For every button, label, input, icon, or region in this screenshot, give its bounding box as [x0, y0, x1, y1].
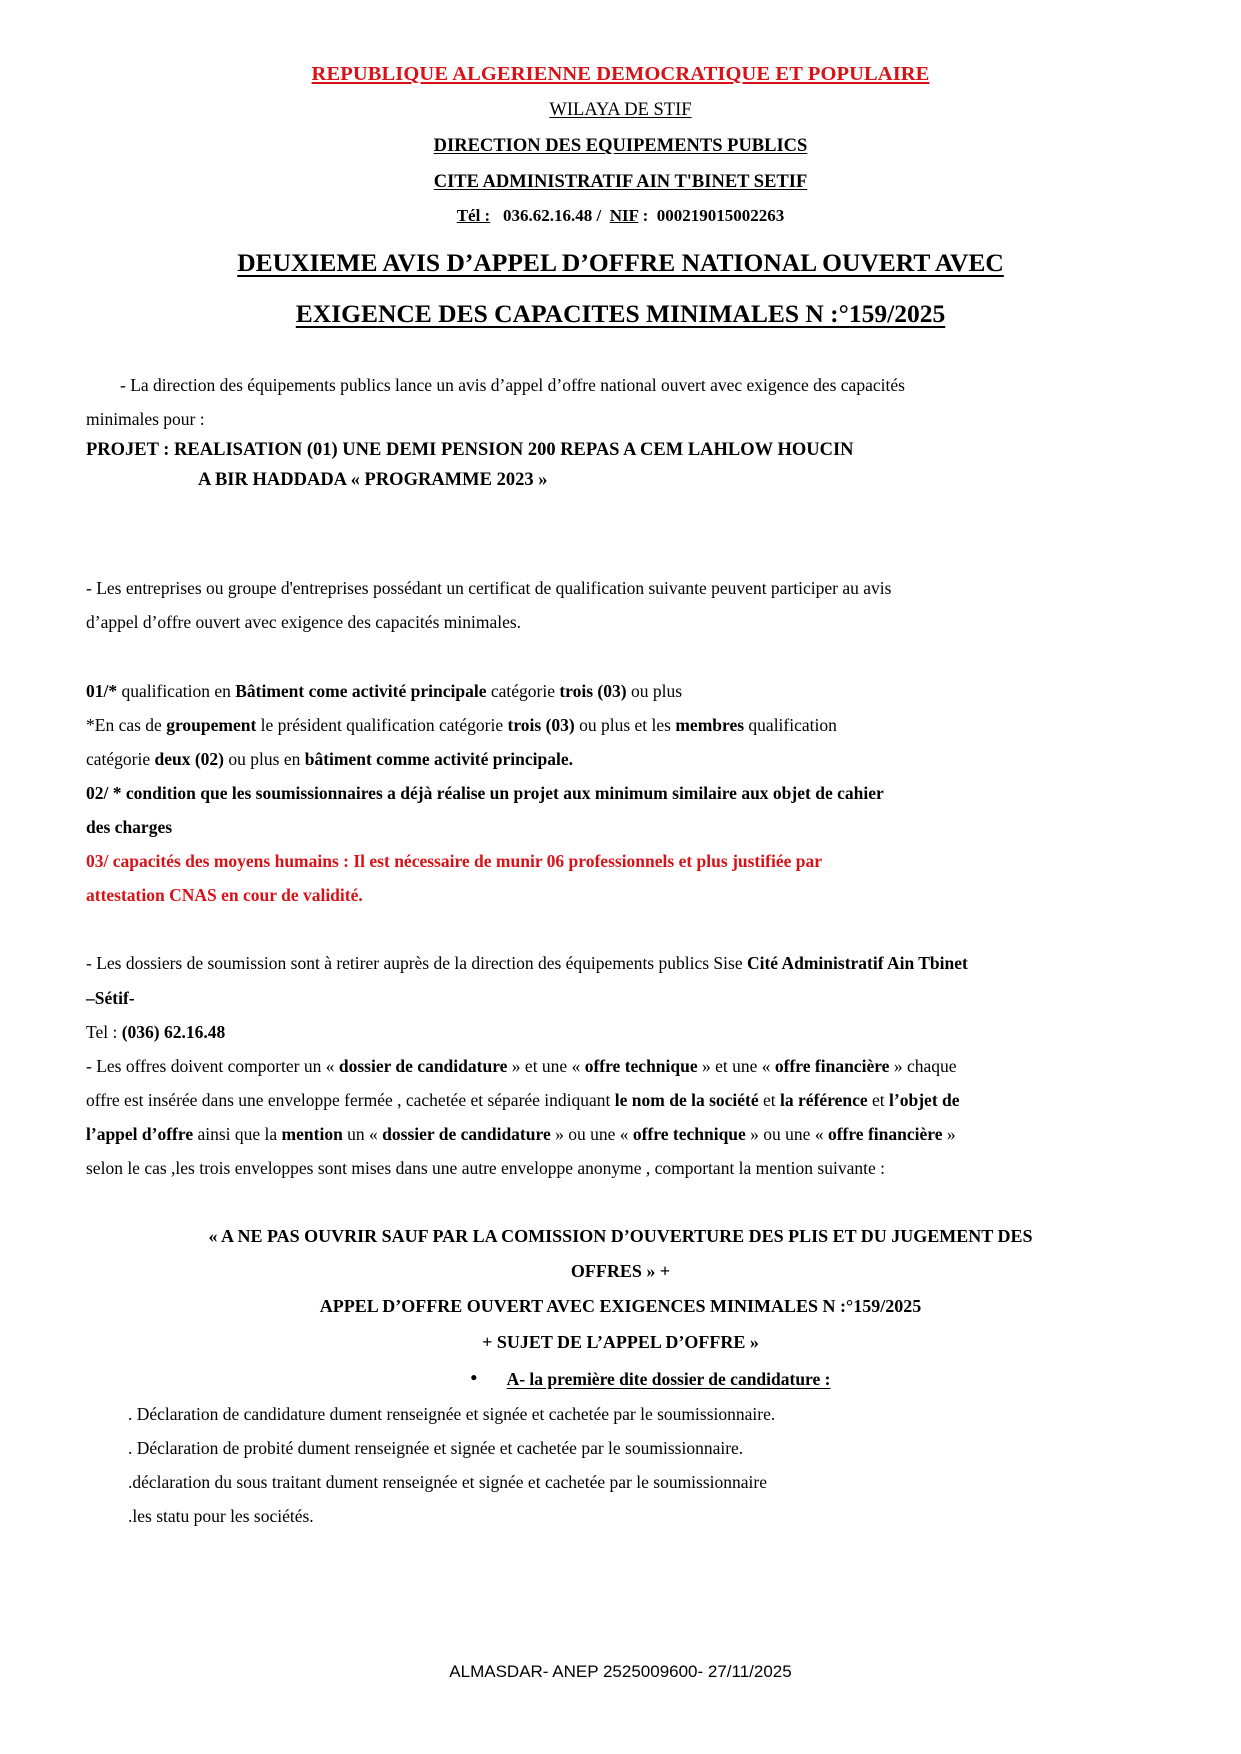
offres-l3-text-3: » ou une « — [555, 1124, 633, 1145]
retrait-tel-line — [86, 1015, 1155, 1049]
offres-l2-text-3: et — [872, 1089, 890, 1110]
condition-item-03-line-1: 03/ capacités des moyens humains : Il est nécessaire de munir 06 professionnels et plus justifiée par — [86, 851, 822, 872]
retrait-bold-1: Cité Administratif Ain Tbinet — [746, 953, 968, 974]
header-wilaya: WILAYA DE STIF — [549, 99, 692, 120]
tel-label: Tél : — [456, 206, 491, 225]
groupement-l2-bold-1: deux (02) — [154, 748, 225, 769]
offres-l3-bold-5: offre financière — [827, 1124, 943, 1145]
offres-l2-text-2: et — [763, 1089, 781, 1110]
mention-block — [86, 1219, 1155, 1359]
condition-item-02-line-1: 02/ * condition que les soumissionnaires a déjà réalise un projet aux minimum similaire aux objet de cahier — [86, 782, 884, 803]
offres-l3-text-4: » ou une « — [750, 1124, 828, 1145]
retrait-line-2 — [86, 981, 1155, 1015]
offres-line-4: selon le cas ,les trois enveloppes sont mises dans une autre enveloppe anonyme , comportant la mention suivante : — [86, 1158, 885, 1179]
offres-l3-bold-2: mention — [281, 1124, 343, 1145]
header-cite-administratif: CITE ADMINISTRATIF AIN T'BINET SETIF — [433, 171, 808, 192]
projet-line-1: PROJET : REALISATION (01) UNE DEMI PENSION 200 REPAS A CEM LAHLOW HOUCIN — [86, 440, 854, 461]
document-footer: ALMASDAR- ANEP 2525009600- 27/11/2025 — [449, 1662, 792, 1681]
offres-l3-bold-3: dossier de candidature — [382, 1124, 551, 1145]
offres-l2-bold-2: la référence — [780, 1089, 868, 1110]
nif-value: 000219015002263 — [656, 206, 785, 225]
groupement-text-2: le président qualification catégorie — [260, 714, 508, 735]
candidature-item: .déclaration du sous traitant dument renseignée et signée et cachetée par le soumissionnaire — [128, 1471, 767, 1492]
intro-line-1: - La direction des équipements publics lance un avis d’appel d’offre national ouvert avec exigence des capacités — [120, 374, 905, 395]
groupement-bold-2: trois (03) — [507, 714, 575, 735]
offres-l2-text-1: offre est insérée dans une enveloppe fermée , cachetée et séparée indiquant — [86, 1089, 615, 1110]
retrait-bold-2: –Sétif- — [86, 987, 135, 1008]
candidature-item: . Déclaration de candidature dument renseignée et signée et cachetée par le soumissionnaire. — [128, 1403, 776, 1424]
page-title-line1: DEUXIEME AVIS D’APPEL D’OFFRE NATIONAL OUVERT AVEC — [237, 248, 1004, 278]
groupement-line-2 — [86, 742, 1155, 776]
candidature-heading — [86, 1360, 1155, 1397]
groupement-line-1 — [86, 708, 1155, 742]
groupement-bold-1: groupement — [166, 714, 257, 735]
retrait-tel-label: Tel : — [86, 1021, 118, 1042]
offres-l3-bold-4: offre technique — [632, 1124, 746, 1145]
groupement-bold-3: membres — [675, 714, 745, 735]
intro-line-2: minimales pour : — [86, 408, 205, 429]
nif-colon: : — [642, 206, 649, 225]
offres-l1-text-1: - Les offres doivent comporter un « — [86, 1055, 339, 1076]
offres-l1-bold-2: offre technique — [584, 1055, 698, 1076]
page-title-line2: EXIGENCE DES CAPACITES MINIMALES N :°159/2025 — [295, 298, 946, 328]
intro-paragraph — [86, 368, 1155, 436]
contact-separator: / — [596, 206, 602, 225]
mention-line-4: + SUJET DE L’APPEL D’OFFRE » — [482, 1331, 759, 1352]
bullet-icon: • — [470, 1367, 478, 1389]
groupement-text-4: qualification — [748, 714, 837, 735]
groupement-l2-text-2: ou plus en — [228, 748, 305, 769]
candidature-item: .les statu pour les sociétés. — [128, 1506, 314, 1527]
entreprises-line-2: d’appel d’offre ouvert avec exigence des capacités minimales. — [86, 612, 522, 633]
page-title — [86, 242, 1155, 334]
nif-label: NIF — [609, 206, 639, 225]
groupement-text-3: ou plus et les — [579, 714, 676, 735]
mention-line-1: « A NE PAS OUVRIR SAUF PAR LA COMISSION D’OUVERTURE DES PLIS ET DU JUGEMENT DES — [208, 1226, 1033, 1247]
offres-l2-bold-3: l’objet de — [889, 1089, 960, 1110]
header-direction: DIRECTION DES EQUIPEMENTS PUBLICS — [433, 135, 808, 156]
groupement-l2-bold-2: bâtiment comme activité principale. — [304, 748, 573, 769]
condition-01-bold-1: Bâtiment come activité principale — [235, 680, 487, 701]
condition-01-text-2: catégorie — [490, 680, 560, 701]
offres-l1-bold-3: offre financière — [774, 1055, 890, 1076]
offres-line-3 — [86, 1117, 1155, 1151]
condition-01-text-3: ou plus — [630, 680, 683, 701]
condition-01-bold-2: trois (03) — [559, 680, 627, 701]
offres-l1-text-4: » chaque — [893, 1055, 957, 1076]
entreprises-paragraph — [86, 571, 1155, 639]
retrait-text-1: - Les dossiers de soumission sont à retirer auprès de la direction des équipements publics Sise — [86, 953, 747, 974]
offres-l2-bold-1: le nom de la société — [614, 1089, 759, 1110]
projet-line-2: A BIR HADDADA « PROGRAMME 2023 » — [198, 469, 548, 490]
offres-l3-text-1: ainsi que la — [197, 1124, 282, 1145]
mention-line-3: APPEL D’OFFRE OUVERT AVEC EXIGENCES MINIMALES N :°159/2025 — [319, 1296, 922, 1317]
projet-block — [86, 436, 1155, 495]
offres-l3-bold-1: l’appel d’offre — [86, 1124, 194, 1145]
candidature-heading-label: A- la première dite dossier de candidature : — [506, 1368, 831, 1389]
offres-l3-text-5: » — [946, 1124, 956, 1145]
offres-line-1 — [86, 1049, 1155, 1083]
document-header — [86, 62, 1155, 226]
retrait-line-1 — [86, 946, 1155, 980]
condition-01-number: 01/* — [86, 680, 118, 701]
condition-item-01 — [86, 674, 1155, 708]
offres-l1-text-2: » et une « — [511, 1055, 585, 1076]
condition-item-03-line-2: attestation CNAS en cour de validité. — [86, 885, 363, 906]
condition-item-02-line-2: des charges — [86, 817, 173, 838]
condition-01-text-1: qualification en — [121, 680, 236, 701]
offres-l1-text-3: » et une « — [702, 1055, 775, 1076]
entreprises-line-1: - Les entreprises ou groupe d'entreprises possédant un certificat de qualification suivante peuvent participer au avis — [86, 578, 892, 599]
header-contact-line — [86, 205, 1155, 226]
offres-line-2 — [86, 1083, 1155, 1117]
groupement-text-1: *En cas de — [86, 714, 167, 735]
candidature-item: . Déclaration de probité dument renseignée et signée et cachetée par le soumissionnaire. — [128, 1437, 744, 1458]
header-republique: REPUBLIQUE ALGERIENNE DEMOCRATIQUE ET POPULAIRE — [311, 63, 930, 85]
retrait-tel-value: (036) 62.16.48 — [121, 1021, 226, 1042]
offres-l1-bold-1: dossier de candidature — [338, 1055, 508, 1076]
tel-value: 036.62.16.48 — [502, 206, 593, 225]
offres-l3-text-2: un « — [347, 1124, 383, 1145]
mention-line-2: OFFRES » + — [570, 1261, 671, 1282]
groupement-l2-text-1: catégorie — [86, 748, 155, 769]
